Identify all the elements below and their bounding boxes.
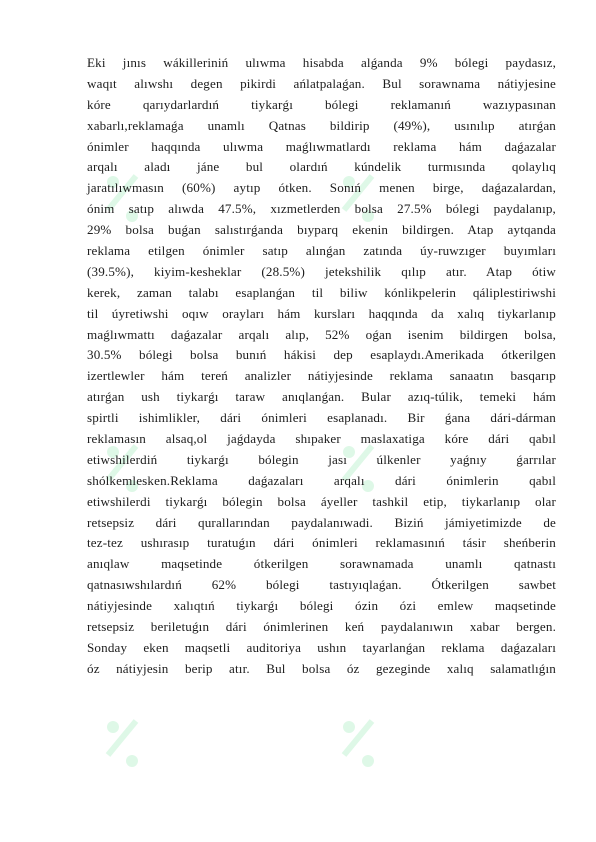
paragraph-line: maǵlıwmattı daǵazalar arqalı alıp, 52% oǵan isenim bildirgen bolsa, xyxy=(87,326,556,342)
paragraph-line: izertlewler hám tereń analizler nátiyjesinde reklama sanaatın basqarıp xyxy=(87,368,556,384)
paragraph-line: ónim satıp alıwda 47.5%, xızmetlerden bolsa 27.5% bólegi paydalanıp, xyxy=(87,201,556,217)
percent-sign-watermark-icon xyxy=(104,715,140,775)
paragraph-line: retsepsiz beriletuǵın dári ónimlerinen keń paydalanıwın xabar bergen. xyxy=(87,619,556,635)
paragraph-line: tez-tez ushırasıp turatuǵın dári ónimleri reklamasınıń tásir sheńberin xyxy=(87,535,556,551)
paragraph-line: 30.5% bólegi bolsa bunıń hákisi dep esaplaydı.Amerikada ótkerilgen xyxy=(87,347,556,363)
paragraph-line: retsepsiz dári qurallarından paydalanıwadi. Biziń jámiyetimizde de xyxy=(87,514,556,530)
percent-sign-watermark-icon xyxy=(340,715,376,775)
paragraph-line: kerek, zaman talabı esaplanǵan til biliw kónlikpelerin qáliplestiriwshi xyxy=(87,284,556,300)
paragraph-line: reklamasın alsaq,ol jaǵdayda shıpaker maslaxatiga kóre dári qabıl xyxy=(87,431,556,447)
paragraph-line: nátiyjesinde xalıqtıń tiykarǵı bólegi ózin ózi emlew maqsetinde xyxy=(87,598,556,614)
paragraph-line: xabarlı,reklamaǵa unamlı Qatnas bildirip (49%), usınılıp atırǵan xyxy=(87,117,556,133)
paragraph-line: ónimler haqqında ulıwma maǵlıwmatlardı reklama hám daǵazalar xyxy=(87,138,556,154)
paragraph-line: etiwshilerdi tiykarǵı bólegin bolsa áyeller tashkil etip, tiykarlanıp olar xyxy=(87,493,556,509)
paragraph-line: anıqlaw maqsetinde ótkerilgen sorawnamada unamlı qatnastı xyxy=(87,556,556,572)
paragraph-line: reklama etilgen ónimler satıp alınǵan zatında úy-ruwzıger buyımları xyxy=(87,243,556,259)
paragraph-line: waqıt alıwshı degen pikirdi ańlatpalaǵan. Bul sorawnama nátiyjesine xyxy=(87,75,556,91)
paragraph-line: 29% bolsa buǵan salıstırǵanda bıyparq ekenin bildirgen. Atap aytqanda xyxy=(87,222,556,238)
paragraph-line: Sonday eken maqsetli auditoriya ushın tayarlanǵan reklama daǵazaları xyxy=(87,639,556,655)
paragraph-line: arqalı aladı jáne bul olardıń kúndelik turmısında qolaylıq xyxy=(87,159,556,175)
paragraph-line: Eki jınıs wákilleriniń ulıwma hisabda alǵanda 9% bólegi paydasız, xyxy=(87,55,556,70)
paragraph-line: (39.5%), kiyim-kesheklar (28.5%) jetekshilik qılıp atır. Atap ótiw xyxy=(87,263,556,279)
paragraph-line: atırǵan ush tiykarǵı taraw anıqlanǵan. Bular azıq-túlik, temeki hám xyxy=(87,389,556,405)
paragraph-line: etiwshilerdiń tiykarǵı bólegin jası úlkenler yaǵnıy ǵarrılar xyxy=(87,451,556,467)
paragraph-line: shólkemlesken.Reklama daǵazaları arqalı dári ónimlerin qabıl xyxy=(87,472,556,488)
body-paragraph xyxy=(87,53,556,680)
paragraph-line: óz nátiyjesin berip atır. Bul bolsa óz gezeginde xalıq salamatlıǵın xyxy=(87,660,556,676)
paragraph-line: jaratılıwmasın (60%) aytıp ótken. Sonıń menen birge, daǵazalardan, xyxy=(87,180,556,196)
paragraph-line: qatnasıwshılardıń 62% bólegi tastıyıqlaǵan. Ótkerilgen sawbet xyxy=(87,577,556,593)
paragraph-line: spirtli ishimlikler, dári ónimleri esaplanadı. Bir ǵana dári-dárman xyxy=(87,410,556,426)
paragraph-line: til úyretiwshi oqıw orayları hám kursları haqqında da xalıq tiykarlanıp xyxy=(87,305,556,321)
paragraph-line: kóre qarıydarlardıń tiykarǵı bólegi reklamanıń wazıypasınan xyxy=(87,96,556,112)
